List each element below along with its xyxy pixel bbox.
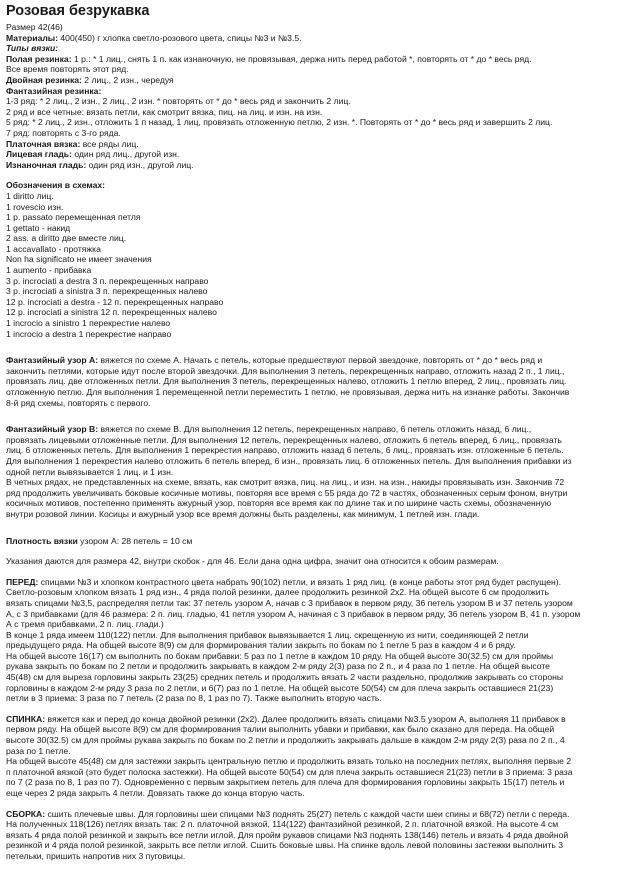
front-line: предыдущего ряда. На общей высоте 8(9) см для формирования талии закрыть по бокам по 1 петле 5 раз в каждом 4 и 6 ряду. <box>6 640 516 651</box>
assembly-section <box>6 809 614 862</box>
reverse-line <box>6 160 614 171</box>
legend-item: 1 p. passato перемещенная петля <box>6 212 141 223</box>
legend-item: 2 ass. a diritto две вместе лиц. <box>6 233 127 244</box>
fancy-line: 2 ряд и все четные: вязать петли, как смотрит вязка, пиц. на лиц. и изн. на изн. <box>6 106 323 117</box>
pattern-a-section <box>6 355 614 408</box>
spacer <box>6 339 614 355</box>
back-line: На общей высоте 45(48) см для застежки закрыть центральную петлю и продолжить вязать только на последних петлях, выполняя первые 2 <box>6 756 572 767</box>
spacer <box>6 799 614 809</box>
legend-title: Обозначения в схемах: <box>6 180 106 191</box>
back-section <box>6 714 614 799</box>
legend-block <box>6 180 614 339</box>
double-line <box>6 75 614 86</box>
spacer <box>6 567 614 577</box>
assembly-line: резинкой и 4 ряда полой резинкой, закрыть все петли иглой. Сшить боковые швы. На спинке вдоль левой половины застежки выполнить 3 <box>6 840 564 851</box>
front-line: горловины в каждом 2-м ряду 3 раза по 2 петли, и 6(7) раз по 1 петле. На общей высоте 50(54) см для плеча закрыть оставшиеся 21(23) <box>6 682 554 693</box>
polar-line <box>6 54 614 65</box>
legend-item: 1 aumento - прибавка <box>6 265 92 276</box>
fancy-label: Фантазийная резинка: <box>6 85 102 96</box>
legend-item: Non ha significato не имеет значения <box>6 254 152 265</box>
front-text: спицами №3 и хлопком контрастного цвета набрать 90(102) петли, и вязать 1 ряд лиц. (в конце работы этот ряд будет распущен). <box>38 576 562 587</box>
polar-line-2: Все время повторять этот ряд. <box>6 64 129 75</box>
pattern-b-text: вяжется по схеме В. Для выполнения 12 петель, перекрещенных направо, 6 петель отложить назад, 6 лиц., <box>98 424 532 435</box>
size-line: Размер 42(46) <box>6 22 63 32</box>
back-line <box>6 714 614 725</box>
assembly-line: петельки, пришить напротив них 3 пуговицы. <box>6 850 186 861</box>
legend-item: 1 accavallato - протяжка <box>6 243 101 254</box>
front-label: ПЕРЕД: <box>6 576 39 587</box>
spacer <box>6 408 614 424</box>
pattern-a-line: закончить петлями, которые идут после второй звездочки. Для выполнения 3 петель, перекрещенных направо, отложить назад 2 п., 1 лиц., <box>6 365 565 376</box>
fancy-line: 7 ряд: повторять с 3-го ряда. <box>6 127 121 138</box>
reverse-label: Изнаночная гладь: <box>6 159 87 170</box>
materials-text: 400(450) г хлопка светло-розового цвета, спицы №3 и №3.5. <box>58 32 302 43</box>
types-heading: Типы вязки: <box>6 43 59 54</box>
garter-label: Платочная вязка: <box>6 138 81 149</box>
pattern-b-line: внутри розовой линии. Косицы и ажурный узор все время должны быть разделены, как минимум, 1 петлей изн. глади. <box>6 508 480 519</box>
pattern-b-line: Для выполнения 1 перекрестия налево отложить 6 петель вперед, 6 изн., провязать лиц. 6 отложенных петель. Для выполнения прибавки из <box>6 455 572 466</box>
legend-item: 1 incrocio a destra 1 перекрестие направо <box>6 328 172 339</box>
assembly-line <box>6 809 614 820</box>
front-line: петли в 3 приема: 3 раза по 7 петель (2 раза по 8, 1 раз по 7). Также выполнить вторую часть. <box>6 693 382 704</box>
pattern-a-line: 8-й ряд схемы, повторять с первого. <box>6 397 151 408</box>
back-line: первом ряду. На общей высоте 8(9) см для формирования талии выполнить убавки и прибавки, как было сказано для переда. На общей <box>6 724 555 735</box>
pattern-b-line: одной петли вывязывается 1 лиц. и 1 изн. <box>6 466 174 477</box>
density-label: Плотность вязки <box>6 535 78 546</box>
stockinette-text: один ряд лиц., другой изн. <box>71 149 180 160</box>
pattern-b-line: лиц. 6 отложенных петель. Для выполнения 1 перекрестия направо, отложить назад 6 петель, 6 лиц., провязать изн. отложенные 6 петель. <box>6 445 564 456</box>
stockinette-label: Лицевая гладь: <box>6 149 72 160</box>
pattern-b-section <box>6 424 614 519</box>
legend-item: 3 p. incrociati a sinistra 3 п. перекрещенных налево <box>6 286 208 297</box>
front-line: В конце 1 ряда имеем 110(122) петли. Для выполнения прибавок вывязывается 1 лиц. скрещенную из нити, соединяющей 2 петли <box>6 629 529 640</box>
spacer <box>6 546 614 556</box>
assembly-label: СБОРКА: <box>6 808 46 819</box>
back-line: раза по 1 петле. <box>6 745 71 756</box>
pattern-b-line <box>6 424 614 435</box>
double-label: Двойная резинка: <box>6 74 82 85</box>
fancy-line: 5 ряд: * 2 лиц., 2 изн., отложить 1 п назад, 1 лиц, провязать отложенную петлю, 2 изн. *. Повторять от * до * весь ряд и завершить 2 лиц. <box>6 117 553 128</box>
pattern-b-line: В четных рядах, не представленных на схеме, вязать, как смотрит вязка, пиц. на лиц., и изн. на изн., накиды провязывать изн. Закончив 72 <box>6 477 565 488</box>
front-line: А с тремя прибавками, 2 п. лиц. глади.) <box>6 619 164 630</box>
front-line: На общей высоте 16(17) см выполнить по бокам прибавки: 5 раз по 1 петле в каждом 10 ряду. На общей высоте 30(32.5) см для проймы <box>6 650 554 661</box>
stockinette-line <box>6 149 614 160</box>
polar-text: 1 р.: * 1 лиц., снять 1 п. как изнаночную, не провязывая, держа нить перед работой *, повторять от * до * весь ряд. <box>71 53 532 64</box>
size-note: Указания даются для размера 42, внутри скобок - для 46. Если дана одна цифра, значит она относится к обоим размерам. <box>6 556 499 567</box>
back-line: п платочной вязкой (это будет полоска застежки). На общей высоте 50(54) см для плеча закрыть оставшиеся 21(23) петли в 3 приема: 3 раза <box>6 766 573 777</box>
front-line: А, с 3 прибавками (для 46 размера: 2 п. лиц. гладью, 41 петля узором А, начиная с 3 прибавок в первом ряду, 36 петель узором В, 41 п. узором <box>6 608 581 619</box>
legend-item: 12 p. incrociati a destra - 12 п. перекрещенных направо <box>6 296 224 307</box>
spacer <box>6 704 614 714</box>
document-title: Розовая безрукавка <box>6 3 150 19</box>
spacer <box>6 520 614 536</box>
back-line: высоте 30(32.5) см для проймы рукава закрыть по бокам по 2 петли и продолжить закрывать дальше в каждом 2-м ряду 2(3) раза по 2 п., 4 <box>6 735 565 746</box>
back-line: по 7 (2 раза по 8, 1 раз по 7). Одновременно с первым закрытием петель для плеча для формирования горловины закрыть 15(17) петель и <box>6 777 565 788</box>
front-line: 45(48) см для выреза горловины закрыть 23(25) средних петель и продолжить вязать 2 части раздельно, продолжив закрывать со стороны <box>6 672 564 683</box>
polar-label: Полая резинка: <box>6 53 72 64</box>
front-section <box>6 577 614 704</box>
back-text: вяжется как и перед до конца двойной резинки (2х2). Далее продолжить вязать спицами №3.5 узором А, выполняя 11 прибавок в <box>45 713 566 724</box>
assembly-line: вязать 4 ряда полой резинкой и закрыть все петли иглой. Для пройм рукавов спицами №3 поднять 138(146) петель и вязать 4 ряда двойной <box>6 829 569 840</box>
legend-item: 1 rovescio изн. <box>6 201 64 212</box>
pattern-b-label: Фантазийный узор В: <box>6 424 99 435</box>
reverse-text: один ряд изн., другой лиц. <box>86 159 194 170</box>
density-line <box>6 536 614 547</box>
front-line: вязать спицами №3,5, распределяя петли так: 37 петель узором А, начав с 3 прибавок в первом ряду, 36 петель узором В и 37 петель узором <box>6 597 573 608</box>
pattern-a-text: вяжется по схеме А. Начать с петель, которые предшествуют первой звездочке, повторять от * до * весь ряд и <box>98 355 543 366</box>
density-text: узором А: 28 петель = 10 см <box>77 535 193 546</box>
materials-line <box>6 33 614 44</box>
pattern-b-line: косичных мотивов, постепенно применять ажурный узор, повторяя все время как по длине так и по ширине часть схемы, обозначенную <box>6 498 552 509</box>
legend-item: 12 p. incrociati a sinistra 12 п. перекрещенных налево <box>6 307 217 318</box>
garter-text: все ряды лиц. <box>80 138 139 149</box>
garter-line <box>6 139 614 150</box>
legend-item: 3 p. incrociati a destra 3 п. перекрещенных направо <box>6 275 209 286</box>
assembly-text: сшить плечевые швы. Для горловины шеи спицами №3 поднять 25(27) петель с каждой части шеи спины и 68(72) петли с переда. <box>45 808 570 819</box>
pattern-a-line <box>6 355 614 366</box>
pattern-a-line: провязать лиц. две отложенных петли. Для выполнения 3 петель, перекрещенных налево, отложить 1 петлю вперед, 2 лиц., провязать лиц. <box>6 376 567 387</box>
back-line: еще через 2 ряда закрыть 4 петли. Довязать также до конца вторую часть. <box>6 788 305 798</box>
pattern-a-label: Фантазийный узор А: <box>6 355 99 366</box>
fancy-line: 1-3 ряд: * 2 лиц., 2 изн., 2 лиц., 2 изн. * повторять от * до * весь ряд и закончить 2 лиц. <box>6 96 351 107</box>
pattern-b-line: ряд продолжить увеличивать боковые косичные мотивы, повторяя все время с 55 ряда до 72 в частях, обозначенных серым фоном, внутри <box>6 487 568 498</box>
back-label: СПИНКА: <box>6 713 46 724</box>
double-text: 2 лиц., 2 изн., чередуя <box>81 74 174 85</box>
materials-label: Материалы: <box>6 32 59 43</box>
legend-item: 1 incrocio a sinistro 1 перекрестие налево <box>6 318 171 329</box>
legend-item: 1 gettato - накид <box>6 222 71 233</box>
pattern-b-line: провязать лицевыми отложенные петли. Для выполнения 12 петель, перекрещенных налево, отложить 6 петель вперед, 6 лиц., провязать <box>6 434 562 445</box>
assembly-line: На полученных 118(126) петлях вязать так: 2 п. платочной вязкой, 114(122) фантазийной резинкой, 2 п. платочной вязкой. На высоте 4 см <box>6 819 559 830</box>
pattern-a-line: отложенную петлю. Для выполнения 1 перемещенной петли переместить 1 петлю, не провязывая, держа нить на изнанке работы. Закончив <box>6 387 570 397</box>
front-line: Светло-розовым хлопком вязать 1 ряд изн., 4 ряда полой резинки, далее продолжить резинкой 2х2. На общей высоте 6 см продолжить <box>6 587 549 598</box>
spacer <box>6 170 614 180</box>
legend-item: 1 diritto лиц. <box>6 190 54 201</box>
front-line <box>6 577 614 588</box>
front-line: рукава закрыть по бокам по 2 петли и продолжить закрывать в каждом 2-м ряду 2(3) раза по 2 п., и 4 раза по 1 петле. На общей высоте <box>6 661 550 672</box>
